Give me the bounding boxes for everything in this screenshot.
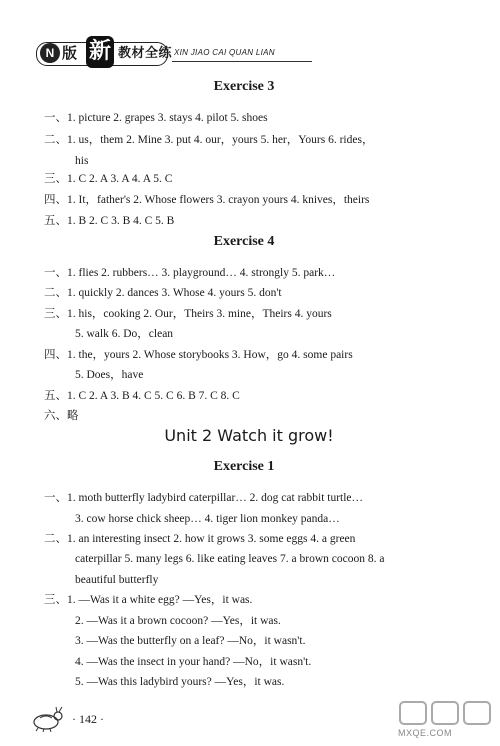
ex1-line-3-3: 3. —Was the butterfly on a leaf? —No，it wasn't. xyxy=(75,635,306,647)
watermark xyxy=(398,700,496,746)
ex1-line-1: 一、1. moth butterfly ladybird caterpillar… 2. dog cat rabbit turtle… xyxy=(44,492,364,504)
ex1-line-3-5: 5. —Was this ladybird yours? —Yes，it was. xyxy=(75,676,285,688)
ex3-line-2: 二、1. us，them 2. Mine 3. put 4. our，yours 5. her，Yours 6. rides， xyxy=(44,134,374,146)
brand-n-badge: N xyxy=(40,43,60,63)
watermark-logo-icon xyxy=(398,700,496,728)
ex3-line-5: 五、1. B 2. C 3. B 4. C 5. B xyxy=(44,215,175,227)
header-rule xyxy=(172,61,312,62)
exercise-3-title: Exercise 3 xyxy=(213,79,275,94)
ex1-line-2: 二、1. an interesting insect 2. how it grows 3. some eggs 4. a green xyxy=(44,533,356,545)
ex1-line-2-cont: caterpillar 5. many legs 6. like eating leaves 7. a brown cocoon 8. a xyxy=(75,553,385,565)
ex4-line-3-cont: 5. walk 6. Do，clean xyxy=(75,328,174,340)
page-number: · 142 · xyxy=(72,712,104,726)
ex3-line-4: 四、1. It，father's 2. Whose flowers 3. crayon yours 4. knives，theirs xyxy=(44,194,370,206)
ex4-line-4-cont: 5. Does，have xyxy=(75,369,144,381)
brand-name: 教材全练 xyxy=(118,46,173,61)
exercise-1-title: Exercise 1 xyxy=(213,459,275,474)
page-header xyxy=(36,34,276,74)
ex3-line-2-cont: his xyxy=(75,155,89,167)
watermark-text: MXQE.COM xyxy=(398,728,453,738)
brand-xin-char: 新 xyxy=(86,36,114,68)
ex4-line-3: 三、1. his，cooking 2. Our，Theirs 3. mine，Theirs 4. yours xyxy=(44,308,332,320)
ex1-line-2-cont2: beautiful butterfly xyxy=(75,574,159,586)
bug-mascot-icon xyxy=(28,704,68,732)
ex3-line-1: 一、1. picture 2. grapes 3. stays 4. pilot 5. shoes xyxy=(44,112,268,124)
ex4-line-1: 一、1. flies 2. rubbers… 3. playground… 4. strongly 5. park… xyxy=(44,267,336,279)
ex1-line-3: 三、1. —Was it a white egg? —Yes，it was. xyxy=(44,594,253,606)
ex3-line-3: 三、1. C 2. A 3. A 4. A 5. C xyxy=(44,173,173,185)
ex1-line-3-2: 2. —Was it a brown cocoon? —Yes，it was. xyxy=(75,615,281,627)
ex4-line-2: 二、1. quickly 2. dances 3. Whose 4. yours 5. don't xyxy=(44,287,282,299)
exercise-4-title: Exercise 4 xyxy=(213,234,275,249)
ex1-line-3-4: 4. —Was the insect in your hand? —No，it wasn't. xyxy=(75,656,312,668)
brand-ban-char: 版 xyxy=(62,44,78,62)
header-pinyin: XIN JIAO CAI QUAN LIAN xyxy=(174,48,275,57)
ex4-line-5: 五、1. C 2. A 3. B 4. C 5. C 6. B 7. C 8. C xyxy=(44,390,240,402)
ex4-line-4: 四、1. the，yours 2. Whose storybooks 3. How，go 4. some pairs xyxy=(44,349,353,361)
unit-title: Unit 2 Watch it grow! xyxy=(164,426,334,445)
ex4-line-6: 六、略 xyxy=(44,410,79,422)
ex1-line-1-cont: 3. cow horse chick sheep… 4. tiger lion monkey panda… xyxy=(75,513,340,525)
